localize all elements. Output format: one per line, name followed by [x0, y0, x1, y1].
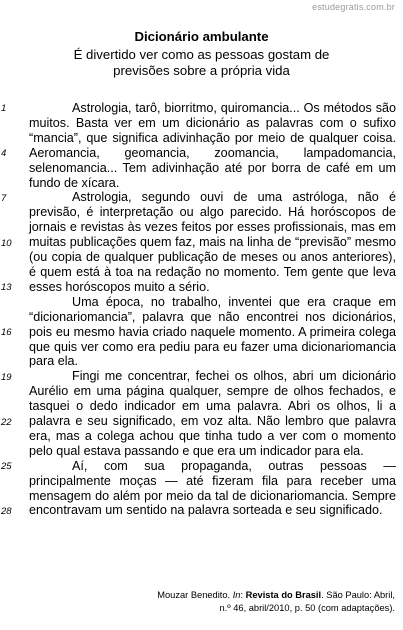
line-number: 1 [1, 103, 7, 114]
paragraph: Fingi me concentrar, fechei os olhos, abri um dicionário Aurélio em uma página qualquer, sempre de olhos fechados, e tasquei o dedo indicador em uma palavra. Abri os olhos, li a palavra e seu significado, em voz alta. Não lembro que palavra era, mas a colega achou que tinha tudo a ver com o momento pelo qual estava passando e que era um indicador para ela. [29, 369, 396, 458]
line-number: 4 [1, 148, 7, 159]
line-number: 7 [1, 193, 7, 204]
line-number: 22 [1, 417, 12, 428]
source-in-label: In [232, 590, 241, 600]
article-body [29, 101, 396, 518]
line-number: 13 [1, 282, 12, 293]
site-watermark: estudegratis.com.br [312, 2, 395, 12]
source-author: Mouzar Benedito. [157, 590, 231, 600]
paragraph: Astrologia, tarô, biorritmo, quiromancia... Os métodos são muitos. Basta ver em um dicionário as palavras com o sufixo “mancia”, que significa adivinhação por meio de qualquer coisa. Aeromancia, geomancia, zoomancia, lampadomancia, selenomancia... Tem adivinhação até por borra de café em um fundo de xícara. [29, 101, 396, 190]
line-number: 10 [1, 238, 12, 249]
line-number: 25 [1, 461, 12, 472]
paragraph: Uma época, no trabalho, inventei que era craque em “dicionariomancia”, palavra que não encontrei nos dicionários, pois eu mesmo havia criado naquele momento. A primeira colega que quis ver como era pediu para eu fazer uma dicionariomancia para ela. [29, 294, 396, 369]
line-number: 28 [1, 506, 12, 517]
article-subtitle-line-1: É divertido ver como as pessoas gostam de [73, 47, 330, 62]
article-title: Dicionário ambulante [134, 29, 269, 44]
line-number: 16 [1, 327, 12, 338]
source-location: . São Paulo: Abril, [321, 590, 395, 600]
line-number: 19 [1, 372, 12, 383]
paragraph: Astrologia, segundo ouvi de uma astróloga, não é previsão, é interpretação ou algo parecido. Há horóscopos de jornais e revistas às vezes feitos por esses profissionais, mas em muitas publicações quem faz, mais na linha de “previsão” mesmo (ou copia de qualquer publicação de meses ou anos anteriores), é quem está à toa na redação no momento. Tem gente que leva esses horóscopos muito a sério. [29, 190, 396, 294]
source-citation-line-1: Mouzar Benedito. In: Revista do Brasil. São Paulo: Abril, [157, 590, 395, 600]
source-publication: Revista do Brasil [245, 590, 322, 600]
paragraph: Aí, com sua propaganda, outras pessoas — principalmente moças — até fizeram fila para receber uma mensagem do além por meio da tal de dicionariomancia. Sempre encontravam um sentido na palavra sorteada e seu significado. [29, 458, 396, 518]
source-citation-line-2: n.º 46, abril/2010, p. 50 (com adaptações). [219, 603, 395, 613]
article-subtitle-line-2: previsões sobre a própria vida [113, 63, 290, 78]
